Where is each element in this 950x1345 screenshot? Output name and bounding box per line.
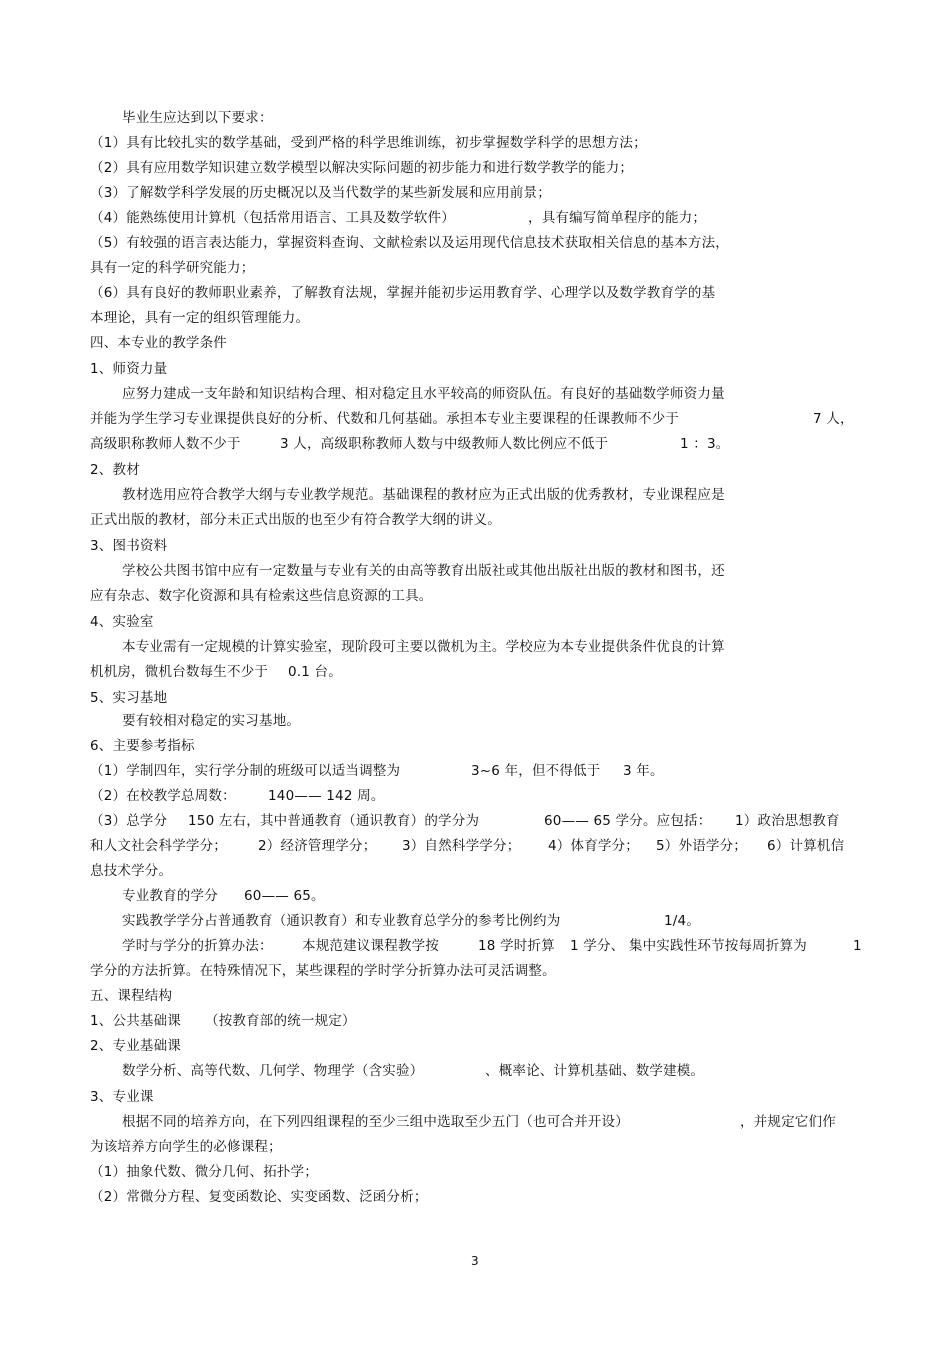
indicator-3-line-2-f: 6）计算机信 bbox=[767, 838, 845, 854]
requirement-5: （5）有较强的语言表达能力，掌握资料查询、文献检索以及运用现代信息技术获取相关信息的基本方法， bbox=[90, 235, 729, 251]
lab-para-line-1: 本专业需有一定规模的计算实验室，现阶段可主要以微机为主。学校应为本专业提供条件优良的计算 bbox=[122, 639, 725, 655]
indicator-3-mid: 150 左右，其中普通教育（通识教育）的学分为 bbox=[188, 813, 480, 829]
requirement-5-cont: 具有一定的科学研究能力； bbox=[90, 260, 255, 276]
requirement-3: （3）了解数学科学发展的历史概况以及当代数学的某些新发展和应用前景； bbox=[90, 185, 551, 201]
faculty-para-line-3: 高级职称教师人数不少于 bbox=[90, 436, 241, 452]
textbook-para-line-1: 教材选用应符合教学大纲与专业教学规范。基础课程的教材应为正式出版的优秀教材，专业课程应是 bbox=[122, 487, 725, 503]
page-number: 3 bbox=[471, 1254, 479, 1268]
indicator-3-tail: 1）政治思想教育 bbox=[735, 813, 840, 829]
faculty-para-line-3-mid: 3 人，高级职称教师人数与中级教师人数比例应不低于 bbox=[280, 436, 609, 452]
conversion-rule-a: 学时与学分的折算办法： bbox=[122, 938, 273, 954]
conversion-rule-cont: 学分的方法折算。在特殊情况下，某些课程的学时学分折算办法可灵活调整。 bbox=[90, 963, 556, 979]
indicator-1-mid: 3~6 年，但不得低于 bbox=[471, 763, 601, 779]
faculty-para-line-2: 并能为学生学习专业课提供良好的分析、代数和几何基础。承担本专业主要课程的任课教师不少于 bbox=[90, 411, 680, 427]
course-group-1: （1）抽象代数、微分几何、拓扑学； bbox=[90, 1164, 318, 1180]
course-1-heading: 1、公共基础课 bbox=[90, 1013, 181, 1029]
indicator-2-tail: 140—— 142 周。 bbox=[268, 788, 385, 804]
indicator-3-line-2-d: 4）体育学分； bbox=[548, 838, 639, 854]
indicator-3-line-3: 息技术学分。 bbox=[90, 863, 173, 879]
section-5-heading: 五、课程结构 bbox=[90, 988, 173, 1004]
indicator-3-mid-2: 60—— 65 学分。应包括： bbox=[544, 813, 712, 829]
subsection-4-heading: 4、实验室 bbox=[90, 614, 154, 630]
faculty-para-line-2-tail: 7 人， bbox=[813, 411, 854, 427]
practice-credit-ratio-value: 1/4。 bbox=[664, 913, 701, 929]
conversion-rule-d: 1 学分、 集中实践性环节按每周折算为 bbox=[570, 938, 807, 954]
requirement-2: （2）具有应用数学知识建立数学模型以解决实际问题的初步能力和进行数学教学的能力； bbox=[90, 160, 634, 176]
library-para-line-2: 应有杂志、数字化资源和具有检索这些信息资源的工具。 bbox=[90, 588, 433, 604]
subsection-5-heading: 5、实习基地 bbox=[90, 690, 168, 706]
indicator-1-tail: 3 年。 bbox=[623, 763, 664, 779]
course-group-2: （2）常微分方程、复变函数论、实变函数、泛函分析； bbox=[90, 1189, 428, 1205]
course-2-heading: 2、专业基础课 bbox=[90, 1038, 181, 1054]
course-2-list: 数学分析、高等代数、几何学、物理学（含实验） bbox=[122, 1063, 424, 1079]
indicator-3-line-2-e: 5）外语学分； bbox=[656, 838, 747, 854]
subsection-6-heading: 6、主要参考指标 bbox=[90, 738, 195, 754]
professional-credits-value: 60—— 65。 bbox=[244, 888, 325, 904]
indicator-3-line-2-c: 3）自然科学学分； bbox=[402, 838, 521, 854]
course-2-list-tail: 、概率论、计算机基础、数学建模。 bbox=[485, 1063, 705, 1079]
faculty-para-line-3-tail: 1 ：3。 bbox=[680, 436, 730, 452]
section-4-heading: 四、本专业的教学条件 bbox=[90, 335, 227, 351]
indicator-1: （1）学制四年，实行学分制的班级可以适当调整为 bbox=[90, 763, 401, 779]
practice-credit-ratio: 实践教学学分占普通教育（通识教育）和专业教育总学分的参考比例约为 bbox=[122, 913, 561, 929]
faculty-para-line-1: 应努力建成一支年龄和知识结构合理、相对稳定且水平较高的师资队伍。有良好的基础数学师资力量 bbox=[122, 386, 725, 402]
practice-base-para: 要有较相对稳定的实习基地。 bbox=[122, 713, 301, 729]
course-3-para-line-1-tail: ，并规定它们作 bbox=[740, 1114, 836, 1130]
requirement-4-tail: ，具有编写简单程序的能力； bbox=[528, 210, 707, 226]
requirement-6-cont: 本理论，具有一定的组织管理能力。 bbox=[90, 310, 310, 326]
lab-para-line-2: 机机房，微机台数每生不少于 bbox=[90, 664, 269, 680]
lab-para-line-2-tail: 0.1 台。 bbox=[288, 664, 342, 680]
indicator-3: （3）总学分 bbox=[90, 813, 168, 829]
subsection-1-heading: 1、师资力量 bbox=[90, 361, 168, 377]
requirement-1: （1）具有比较扎实的数学基础，受到严格的科学思维训练，初步掌握数学科学的思想方法； bbox=[90, 135, 647, 151]
conversion-rule-e: 1 bbox=[853, 938, 862, 954]
course-3-para-line-2: 为该培养方向学生的必修课程； bbox=[90, 1139, 282, 1155]
professional-credits: 专业教育的学分 bbox=[122, 888, 218, 904]
requirements-intro: 毕业生应达到以下要求： bbox=[122, 110, 273, 126]
indicator-3-line-2-a: 和人文社会科学学分； bbox=[90, 838, 227, 854]
subsection-3-heading: 3、图书资料 bbox=[90, 538, 168, 554]
library-para-line-1: 学校公共图书馆中应有一定数量与专业有关的由高等教育出版社或其他出版社出版的教材和图书，还 bbox=[122, 563, 725, 579]
course-3-para-line-1: 根据不同的培养方向，在下列四组课程的至少三组中选取至少五门（也可合并开设） bbox=[122, 1114, 629, 1130]
requirement-4: （4）能熟练使用计算机（包括常用语言、工具及数学软件） bbox=[90, 210, 455, 226]
indicator-3-line-2-b: 2）经济管理学分； bbox=[258, 838, 377, 854]
textbook-para-line-2: 正式出版的教材，部分未正式出版的也至少有符合教学大纲的讲义。 bbox=[90, 512, 501, 528]
subsection-2-heading: 2、教材 bbox=[90, 462, 140, 478]
conversion-rule-b: 本规范建议课程教学按 bbox=[302, 938, 439, 954]
requirement-6: （6）具有良好的教师职业素养，了解教育法规，掌握并能初步运用教育学、心理学以及数学教育学的基 bbox=[90, 285, 716, 301]
indicator-2: （2）在校教学总周数： bbox=[90, 788, 236, 804]
course-1-note: （按教育部的统一规定） bbox=[205, 1013, 356, 1029]
conversion-rule-c: 18 学时折算 bbox=[478, 938, 555, 954]
course-3-heading: 3、专业课 bbox=[90, 1089, 154, 1105]
